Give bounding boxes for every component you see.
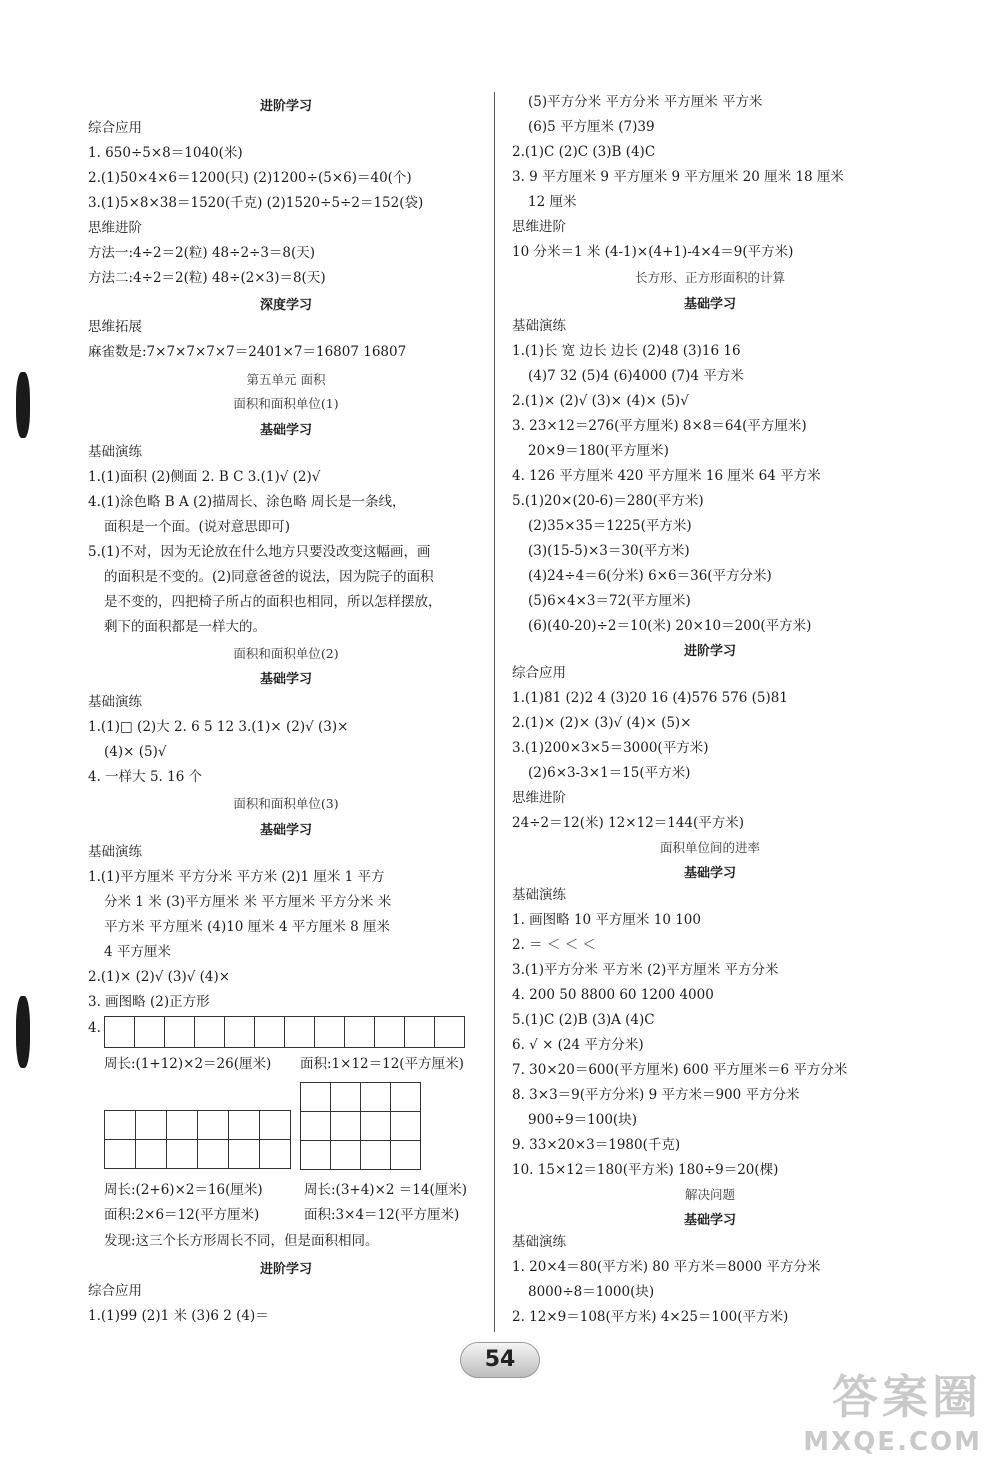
answer-line: 2.(1)× (2)√ (3)× (4)× (5)√ [512, 393, 689, 409]
answer-line: 1. 画图略 10 平方厘米 10 100 [512, 912, 701, 928]
answer-line: 面积:2×6＝12(平方厘米) [104, 1207, 260, 1223]
answer-line: 麻雀数是:7×7×7×7×7＝2401×7＝16807 16807 [88, 344, 407, 360]
section-heading: 进阶学习 [683, 644, 736, 659]
answer-line: 24÷2＝12(米) 12×12＝144(平方米) [512, 815, 745, 831]
section-heading: 基础学习 [259, 423, 312, 438]
answer-line: 8000÷8＝1000(块) [528, 1284, 655, 1300]
subsection-label: 综合应用 [88, 120, 142, 136]
subsection-label: 基础演练 [512, 887, 566, 903]
section-heading: 基础学习 [683, 866, 736, 881]
lesson-title: 解决问题 [684, 1187, 735, 1202]
answer-line: 4. 一样大 5. 16 个 [88, 769, 203, 785]
scan-mark-bottom [16, 996, 30, 1068]
answer-line: 20×9＝180(平方厘米) [528, 443, 669, 459]
answer-line: 面积是一个面。(说对意思即可) [104, 519, 291, 535]
subsection-label: 思维进阶 [512, 219, 566, 235]
answer-line: 面积:3×4＝12(平方厘米) [304, 1207, 460, 1223]
answer-line: 4. 126 平方厘米 420 平方厘米 16 厘米 64 平方米 [512, 468, 821, 484]
answer-line: 10 分米＝1 米 (4-1)×(4+1)-4×4＝9(平方米) [512, 244, 794, 260]
answer-line: 方法一:4÷2＝2(粒) 48÷2÷3＝8(天) [88, 245, 316, 261]
lesson-title: 面积和面积单位(2) [233, 646, 339, 661]
subsection-label: 基础演练 [512, 1234, 566, 1250]
subsection-label: 思维进阶 [512, 790, 566, 806]
answer-line: 2. ＝ ＜ ＜ ＜ [512, 937, 597, 953]
section-heading: 基础学习 [683, 297, 736, 312]
answer-line: (4)7 32 (5)4 (6)4000 (7)4 平方米 [528, 368, 744, 384]
subsection-label: 基础演练 [88, 694, 142, 710]
section-heading: 进阶学习 [259, 1262, 312, 1277]
answer-line: 1.(1)99 (2)1 米 (3)6 2 (4)＝ [88, 1308, 269, 1324]
answer-line: 2. 12×9＝108(平方米) 4×25＝100(平方米) [512, 1309, 789, 1325]
answer-line: 3.(1)5×8×38＝1520(千克) (2)1520÷5÷2＝152(袋) [88, 195, 424, 211]
answer-line: (2)35×35＝1225(平方米) [528, 518, 692, 534]
subsection-label: 综合应用 [512, 665, 566, 681]
answer-line: 1. 650÷5×8＝1040(米) [88, 145, 243, 161]
answer-line: 5.(1)不对，因为无论放在什么地方只要没改变这幅画，画 [88, 544, 431, 560]
lesson-title: 面积和面积单位(3) [233, 796, 339, 811]
answer-line: (6)5 平方厘米 (7)39 [528, 119, 655, 135]
answer-line: 10. 15×12＝180(平方米) 180÷9＝20(棵) [512, 1162, 779, 1178]
answer-line: 方法二:4÷2＝2(粒) 48÷(2×3)＝8(天) [88, 270, 326, 286]
answer-line: 面积:1×12＝12(平方厘米) [300, 1056, 464, 1072]
answer-line: 4 平方厘米 [104, 944, 171, 960]
answer-line: 发现:这三个长方形周长不同，但是面积相同。 [104, 1233, 379, 1249]
answer-line: 1.(1)81 (2)2 4 (3)20 16 (4)576 576 (5)81 [512, 690, 788, 706]
subsection-label: 思维进阶 [88, 220, 142, 236]
section-heading: 深度学习 [259, 298, 312, 313]
answer-line: 分米 1 米 (3)平方厘米 米 平方厘米 平方分米 米 [104, 894, 392, 910]
column-divider [494, 92, 495, 1332]
answer-line: 9. 33×20×3＝1980(千克) [512, 1137, 681, 1153]
answer-line: 4. 200 50 8800 60 1200 4000 [512, 987, 714, 1003]
answer-line: 1.(1)平方厘米 平方分米 平方米 (2)1 厘米 1 平方 [88, 869, 385, 885]
subsection-label: 基础演练 [88, 844, 142, 860]
answer-line: 1.(1)面积 (2)侧面 2. B C 3.(1)√ (2)√ [88, 469, 321, 485]
answer-line: 5.(1)20×(20-6)＝280(平方米) [512, 493, 704, 509]
answer-line: 平方米 平方厘米 (4)10 厘米 4 平方厘米 8 厘米 [104, 919, 391, 935]
watermark-url: MXQE.COM [803, 1427, 982, 1457]
answer-line: 1.(1)长 宽 边长 边长 (2)48 (3)16 16 [512, 343, 741, 359]
grid-3x4 [300, 1082, 421, 1170]
answer-line: 3.(1)200×3×5＝3000(平方米) [512, 740, 709, 756]
answer-line: (6)(40-20)÷2＝10(米) 20×10＝200(平方米) [528, 618, 812, 634]
scan-mark-top [16, 372, 30, 438]
answer-line: (3)(15-5)×3＝30(平方米) [528, 543, 690, 559]
answer-line: 1. 20×4＝80(平方米) 80 平方米＝8000 平方分米 [512, 1259, 821, 1275]
answer-line: 4. [88, 1020, 101, 1036]
answer-line: 12 厘米 [528, 194, 577, 210]
answer-line: 2.(1)50×4×6＝1200(只) (2)1200÷(5×6)＝40(个) [88, 170, 412, 186]
answer-line: 周长:(2+6)×2＝16(厘米) [104, 1182, 263, 1198]
answer-line: 3. 画图略 (2)正方形 [88, 994, 210, 1010]
answer-line: 5.(1)C (2)B (3)A (4)C [512, 1012, 655, 1028]
grid-1x12 [104, 1016, 465, 1048]
answer-line: 2.(1)C (2)C (3)B (4)C [512, 144, 656, 160]
unit-title: 第五单元 面积 [246, 372, 326, 387]
answer-line: 3. 23×12＝276(平方厘米) 8×8＝64(平方厘米) [512, 418, 807, 434]
section-heading: 基础学习 [683, 1213, 736, 1228]
answer-line: 2.(1)× (2)× (3)√ (4)× (5)× [512, 715, 692, 731]
answer-line: 3.(1)平方分米 平方米 (2)平方厘米 平方分米 [512, 962, 779, 978]
answer-line: (5)平方分米 平方分米 平方厘米 平方米 [528, 94, 763, 110]
subsection-label: 基础演练 [88, 444, 142, 460]
answer-line: 8. 3×3＝9(平方分米) 9 平方米＝900 平方分米 [512, 1087, 800, 1103]
grid-2x6 [104, 1110, 291, 1169]
answer-line: (4)× (5)√ [104, 744, 167, 760]
answer-line: (5)6×4×3＝72(平方厘米) [528, 593, 691, 609]
answer-line: 的面积是不变的。(2)同意爸爸的说法，因为院子的面积 [104, 569, 434, 585]
answer-line: 3. 9 平方厘米 9 平方厘米 9 平方厘米 20 厘米 18 厘米 [512, 169, 844, 185]
answer-line: 周长:(1+12)×2＝26(厘米) [104, 1056, 272, 1072]
watermark-logo: 答案圈 [832, 1370, 982, 1424]
page-number: 54 [460, 1342, 540, 1378]
lesson-title: 面积单位间的进率 [659, 840, 760, 855]
lesson-title: 面积和面积单位(1) [233, 396, 339, 411]
answer-line: 周长:(3+4)×2 ＝14(厘米) [304, 1182, 467, 1198]
answer-line: 900÷9＝100(块) [528, 1112, 637, 1128]
answer-line: 是不变的，四把椅子所占的面积也相同，所以怎样摆放， [104, 594, 442, 610]
answer-line: (2)6×3-3×1＝15(平方米) [528, 765, 691, 781]
subsection-label: 基础演练 [512, 318, 566, 334]
watermark [803, 1361, 982, 1457]
answer-line: 剩下的面积都是一样大的。 [104, 619, 266, 635]
section-heading: 进阶学习 [259, 99, 312, 114]
answer-line: 4.(1)涂色略 B A (2)描周长、涂色略 周长是一条线， [88, 494, 406, 510]
answer-line: 7. 30×20＝600(平方厘米) 600 平方厘米＝6 平方分米 [512, 1062, 848, 1078]
answer-line: 6. √ × (24 平方分米) [512, 1037, 644, 1053]
subsection-label: 思维拓展 [88, 319, 142, 335]
answer-line: 1.(1)□ (2)大 2. 6 5 12 3.(1)× (2)√ (3)× [88, 719, 349, 735]
section-heading: 基础学习 [259, 672, 312, 687]
lesson-title: 长方形、正方形面积的计算 [634, 270, 785, 285]
subsection-label: 综合应用 [88, 1283, 142, 1299]
section-heading: 基础学习 [259, 823, 312, 838]
answer-line: 2.(1)× (2)√ (3)√ (4)× [88, 969, 231, 985]
answer-line: (4)24÷4＝6(分米) 6×6＝36(平方分米) [528, 568, 772, 584]
